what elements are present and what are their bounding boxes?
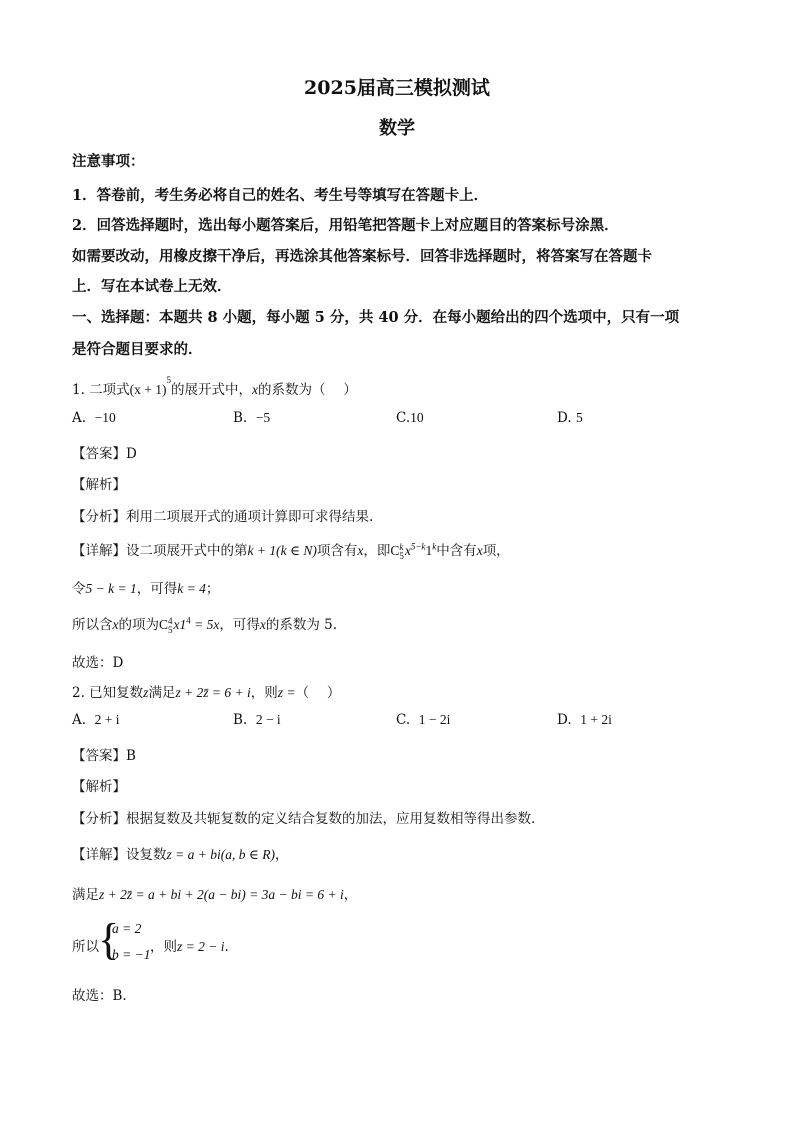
expression-base: (x + 1) [129,382,167,397]
question-1-option-a [72,410,116,426]
step-math: x [112,617,119,632]
stem-math: z = [277,685,296,700]
question-1-number: 1. 二项式 [72,382,130,398]
option-label: C. [396,712,411,728]
detail-text: ，即 [363,543,391,559]
option-value: 1 + 2i [580,712,612,727]
option-value: 10 [410,410,424,425]
fenxi-text: 根据复数及共轭复数的定义结合复数的加法，应用复数相等得出参数. [126,811,536,827]
detail-text: 设复数 [126,847,167,863]
option-label: D. [557,410,572,426]
question-2-option-b [233,712,281,728]
combination-symbol: C [159,617,169,632]
notice-item-2-line-1: 2．回答选择题时，选出每小题答案后，用铅笔把答题卡上对应题目的答案标号涂黑． [72,217,619,234]
notice-item-2-line-3: 上．写在本试卷上无效． [72,278,232,295]
option-value: 5 [575,410,583,425]
fenxi-tag: 【分析】 [72,509,126,525]
detail-text: 中含有 [436,543,477,559]
result-expression: = 5x [190,617,220,632]
step-math: z = 2 − i [177,939,225,954]
brace-symbol: { [98,915,120,964]
subject-title: 数学 [379,118,415,139]
stem-text: 满足 [148,685,176,701]
section-heading-line-2: 是符合题目要求的． [72,341,203,358]
question-2-step-3-prefix: 所以 [72,939,99,955]
stem-text: ，则 [250,685,278,701]
combination-sup: 4 [168,615,173,626]
question-2-option-c [396,712,450,728]
question-1-detail [72,539,510,561]
stem-math: z + 2z̄ = 6 + i [175,685,251,700]
notice-heading: 注意事项： [72,153,145,170]
option-label: A. [72,410,87,426]
combination-sub: 5 [168,624,173,635]
section-heading-line-1: 一、选择题：本题共 8 小题，每小题 5 分，共 40 分．在每小题给出的四个选项中，只有一项 [72,309,680,326]
step-text: 的项为 [118,617,159,633]
step-text: 令 [72,581,86,597]
step-math: k = 4 [177,581,206,596]
question-1-option-b [233,410,270,426]
detail-tag: 【详解】 [72,543,126,559]
answer-tag: 【答案】 [72,446,126,462]
step-math: z + 2z̄ = a + bi + 2(a − bi) = 3a − bi = 6 + i [99,887,344,902]
question-1-option-c [396,410,424,426]
step-text: 满足 [72,887,99,903]
option-label: A. [72,712,87,728]
system-equation-2: b = −1 [112,947,151,962]
combination-sup: k [399,541,404,552]
step-text: 所以含 [72,617,113,633]
system-equation-1: a = 2 [112,921,142,936]
expression-exponent: 5 [166,374,172,385]
stem-text: （ ） [295,685,341,701]
option-value: 2 − i [255,712,281,727]
power-base: x [404,543,411,558]
answer-value: D [126,446,137,462]
detail-text: ， [274,847,289,863]
question-1-answer [72,442,137,462]
step-text: ，则 [150,939,177,955]
question-2-option-d [557,712,612,728]
combination-term [159,615,220,635]
answer-tag: 【答案】 [72,748,126,764]
step-text: ； [205,581,220,597]
detail-text: 项含有 [316,543,358,559]
answer-value: B [126,748,136,764]
option-value: −5 [255,410,271,425]
question-2-detail [72,843,288,863]
question-1-expression [129,374,172,397]
question-1-option-d [557,410,583,426]
notice-item-2-line-2: 如需要改动，用橡皮擦干净后，再选涂其他答案标号．回答非选择题时，将答案写在答题卡 [72,248,652,265]
question-2-variable: z [143,685,149,700]
question-2-fenxi [72,807,535,827]
detail-math: x [357,543,364,558]
detail-text: 项， [482,543,510,559]
power-exponent: k [432,541,437,552]
question-2-option-a [72,712,120,728]
option-label: C. [396,410,411,426]
question-2-stem [72,681,340,701]
detail-math: x [476,543,483,558]
question-2-answer [72,744,136,764]
detail-tag: 【详解】 [72,847,126,863]
detail-math: z = a + bi(a, b ∈ R) [166,847,275,862]
step-text: ，可得 [219,617,260,633]
question-1-fenxi [72,505,373,525]
question-1-stem-mid: 的展开式中， [171,382,253,398]
step-math: 5 − k = 1 [85,581,137,596]
question-1-step-2 [72,577,219,597]
question-2-analysis-tag: 【解析】 [72,779,126,795]
page-title: 2025届高三模拟测试 [304,77,490,99]
question-1-stem [72,374,357,398]
combination-sub: 5 [399,550,404,561]
power-base: x1 [173,617,187,632]
question-1-step-3 [72,613,337,635]
step-text: 的系数为 5. [265,617,338,633]
option-label: B. [233,410,248,426]
option-label: B. [233,712,248,728]
question-2-conclusion: 故选：B. [72,988,127,1004]
detail-text: 设二项展开式中的第 [126,543,248,559]
step-text: . [224,939,229,955]
detail-math: k + 1(k ∈ N) [247,543,317,558]
question-1-conclusion: 故选：D [72,655,124,671]
question-2-step-3-result [150,935,229,955]
question-2-step-2 [72,883,357,903]
option-value: 1 − 2i [418,712,451,727]
step-text: ， [343,887,358,903]
combination-term [390,541,437,561]
power-base: 1 [425,543,433,558]
question-2-number: 2. 已知复数 [72,685,144,701]
option-value: 2 + i [94,712,120,727]
power-exponent: 4 [186,615,191,626]
combination-symbol: C [390,543,400,558]
option-label: D. [557,712,572,728]
question-1-stem-end: 的系数为（ ） [258,382,357,398]
question-1-analysis-tag: 【解析】 [72,477,126,493]
step-text: ，可得 [136,581,178,597]
fenxi-tag: 【分析】 [72,811,126,827]
option-value: −10 [94,410,116,425]
question-1-variable: x [252,382,259,397]
fenxi-text: 利用二项展开式的通项计算即可求得结果. [126,509,374,525]
step-math: x [259,617,266,632]
power-exponent: 5−k [410,541,426,552]
notice-item-1: 1．答卷前，考生务必将自己的姓名、考生号等填写在答题卡上． [72,187,489,204]
